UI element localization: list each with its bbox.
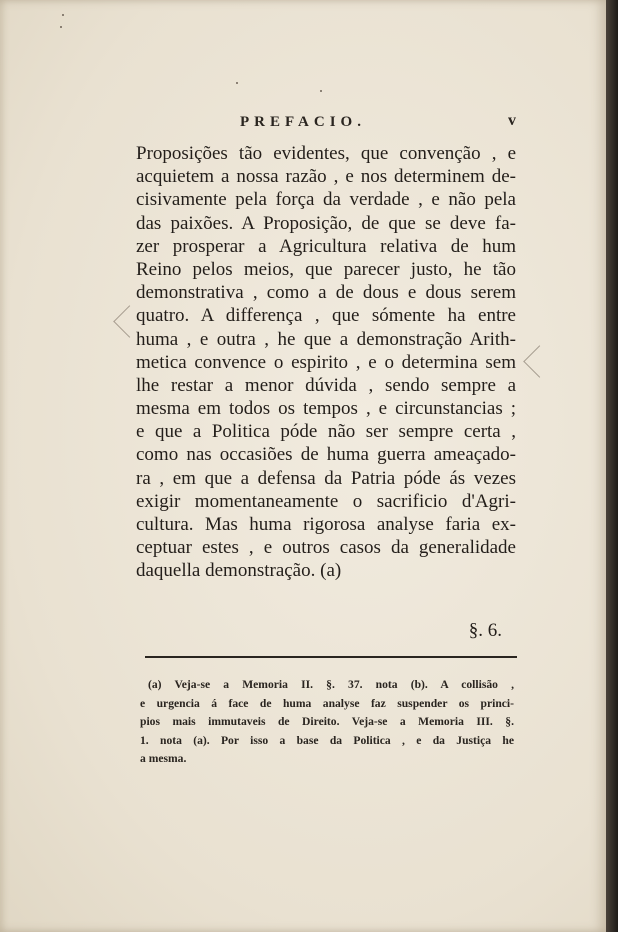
text-line: metica convence o espirito , e o determina sem — [136, 351, 516, 373]
footnote — [140, 676, 514, 769]
page-number: v — [508, 112, 516, 129]
text-line: Proposições tão evidentes, que convenção , e — [136, 143, 516, 164]
footnote-line: 1. nota (a). Por isso a base da Politica , e da Justiça he — [140, 733, 514, 747]
footnote-line: pios mais immutaveis de Direito. Veja-se a Memoria III. §. — [140, 715, 514, 729]
paper-speck — [320, 90, 322, 92]
main-text — [136, 142, 516, 583]
paper-speck — [236, 82, 238, 84]
footnote-line: e urgencia á face de huma analyse faz suspender os princi- — [140, 696, 514, 710]
footnote-line: a mesma. — [140, 752, 187, 766]
paper-speck — [62, 14, 64, 16]
text-line: como nas occasiões de huma guerra ameaçado- — [136, 444, 516, 466]
text-line: ra , em que a defensa da Patria póde ás vezes — [136, 467, 516, 489]
text-line: exigir momentaneamente o sacrificio d'Agri- — [136, 490, 516, 512]
text-line: cultura. Mas huma rigorosa analyse faria ex- — [136, 514, 516, 535]
page-header — [140, 112, 516, 136]
pencil-mark — [523, 345, 556, 378]
text-line: e que a Politica póde não ser sempre certa , — [136, 421, 516, 443]
text-line: demonstrativa , como a de dous e dous serem — [136, 282, 516, 304]
paper-speck — [60, 26, 62, 28]
running-title: PREFACIO. — [240, 114, 366, 130]
text-line: das paixões. A Proposição, de que se deve fa- — [136, 212, 516, 234]
text-line: huma , e outra , he que a demonstração Arith- — [136, 328, 516, 350]
page-edge — [606, 0, 618, 932]
text-line: quatro. A differença , que sómente ha entre — [136, 305, 516, 327]
text-line: cisivamente pela força da verdade , e não pela — [136, 189, 516, 211]
text-line: acquietem a nossa razão , e nos determinem de- — [136, 166, 516, 188]
text-line: mesma em todos os tempos , e circunstancias ; — [136, 398, 516, 420]
text-line: lhe restar a menor dúvida , sendo sempre a — [136, 374, 516, 396]
catchword: §. 6. — [468, 620, 502, 641]
text-line: daquella demonstração. (a) — [136, 560, 342, 582]
footnote-rule — [145, 656, 517, 658]
text-line: ceptuar estes , e outros casos da generalidade — [136, 537, 516, 559]
text-line: zer prosperar a Agricultura relativa de hum — [136, 235, 516, 257]
footnote-line: (a) Veja-se a Memoria II. §. 37. nota (b). A collisão , — [148, 678, 514, 691]
text-line: Reino pelos meios, que parecer justo, he tão — [136, 258, 516, 280]
